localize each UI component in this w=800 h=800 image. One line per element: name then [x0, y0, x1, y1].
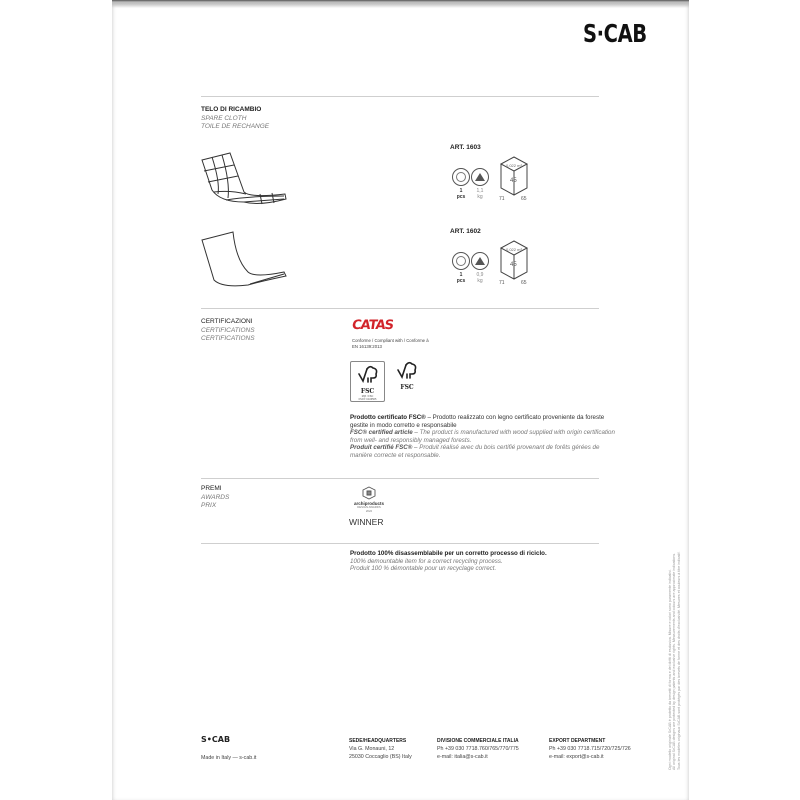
heading-it: CERTIFICAZIONI	[201, 318, 253, 325]
art-1603-qty: 1 pcs	[456, 188, 466, 200]
art-1603-title: ART. 1603	[450, 144, 481, 151]
art-1602-weight: 0,9 kg	[476, 272, 484, 284]
heading-it: TELO DI RICAMBIO	[201, 106, 262, 113]
fsc-logo: FSC	[394, 361, 420, 391]
art-1603-volume: 0,022 m³	[506, 163, 522, 168]
weight-icon	[471, 252, 489, 270]
heading-fr: TOILE DE RECHANGE	[201, 123, 270, 130]
art-1603-height: 45	[510, 178, 517, 184]
fsc-description: Prodotto certificato FSC® – Prodotto realizzato con legno certificato proveniente da foreste gestite in modo corretto e responsabile FSC® certified article – The product is manufactured with wood supplied with origin certification from well- and responsibly managed forests. Produit certifié FSC® – Produit réalisé avec du bois certifié provenant de forêts gérées de manière correcte et responsable.	[350, 414, 615, 459]
package-dimensions-cube-icon	[498, 239, 530, 283]
side-legal-note: Ogni modello originale S•CAB è protetto da brevetti di forma e dei diritti di esclusiva. Misure e colori sono puramente indicativi. All original S•CAB designs are protected by design patents and exclusive rights. Measurements and colours are approximate indications. Tous les modèles originaux S•CAB sont protégés par des brevets de forme et des droits d'exclusivité. Mesures et couleurs à titre indicatif.	[668, 551, 681, 770]
heading-fr: CERTIFICATIONS	[201, 335, 255, 342]
heading-fr: PRIX	[201, 502, 217, 509]
section-divider	[201, 308, 599, 309]
fsc-tree-icon	[357, 365, 379, 383]
package-pieces-icon	[452, 168, 470, 186]
fsc-mix-label: FSC MIX / FSC FSC® C106565	[350, 361, 385, 402]
section-divider	[201, 96, 599, 97]
award-subtitle: DESIGN AWARDS 2022	[357, 505, 381, 513]
heading-en: SPARE CLOTH	[201, 114, 247, 122]
art-1602-depth: 65	[521, 280, 527, 286]
catas-logo: CATAS	[350, 318, 394, 333]
art-1603-weight: 1,1 kg	[476, 188, 484, 200]
section-divider	[201, 543, 599, 544]
certifications-heading	[201, 318, 255, 344]
fsc-tree-icon	[396, 361, 418, 379]
art-1602-width: 71	[499, 280, 505, 286]
awards-heading	[201, 485, 229, 511]
archiproducts-award-icon	[362, 486, 376, 500]
art-1603-width: 71	[499, 196, 505, 202]
section-divider	[201, 478, 599, 479]
art-1602-qty: 1 pcs	[456, 272, 466, 284]
spare-cloth-heading	[201, 106, 269, 132]
package-pieces-icon	[452, 252, 470, 270]
document-page	[112, 0, 689, 800]
footer-italy-division: DIVISIONE COMMERCIALE ITALIA Ph +39 030 7718.760/765/770/775 e-mail: italia@s-cab.it	[437, 738, 519, 760]
catas-compliance: Conforme / Compliant with / Conforme à EN 16139:2013	[352, 338, 429, 349]
plain-seat-cloth-image	[200, 230, 290, 290]
recycle-info: Prodotto 100% disassemblabile per un corretto processo di riciclo. 100% demountable item for a correct recycling process. Produit 100 % démontable pour un recyclage correct.	[350, 550, 547, 573]
award-name: archiproducts	[353, 501, 384, 506]
award-winner: WINNER	[349, 517, 384, 527]
art-1602-height: 45	[510, 262, 517, 268]
heading-it: PREMI	[201, 485, 222, 492]
art-1602-title: ART. 1602	[450, 228, 481, 235]
package-dimensions-cube-icon	[498, 155, 530, 199]
weight-icon	[471, 168, 489, 186]
heading-en: CERTIFICATIONS	[201, 326, 255, 334]
footer-export-department: EXPORT DEPARTMENT Ph +39 030 7718.715/720/725/726 e-mail: export@s-cab.it	[549, 738, 631, 760]
footer-headquarters: SEDE/HEADQUARTERS Via G. Monauni, 12 25030 Coccaglio (BS) Italy	[349, 738, 412, 760]
footer-made-in: Made in Italy — s-cab.it	[201, 755, 257, 761]
heading-en: AWARDS	[201, 493, 230, 501]
brand-logo: S·CAB	[583, 19, 647, 48]
page-top-edge	[112, 0, 689, 8]
art-1602-volume: 0,022 m³	[506, 247, 522, 252]
footer-logo: S•CAB	[201, 735, 231, 744]
grid-seat-cloth-image	[200, 152, 290, 212]
art-1603-depth: 65	[521, 196, 527, 202]
